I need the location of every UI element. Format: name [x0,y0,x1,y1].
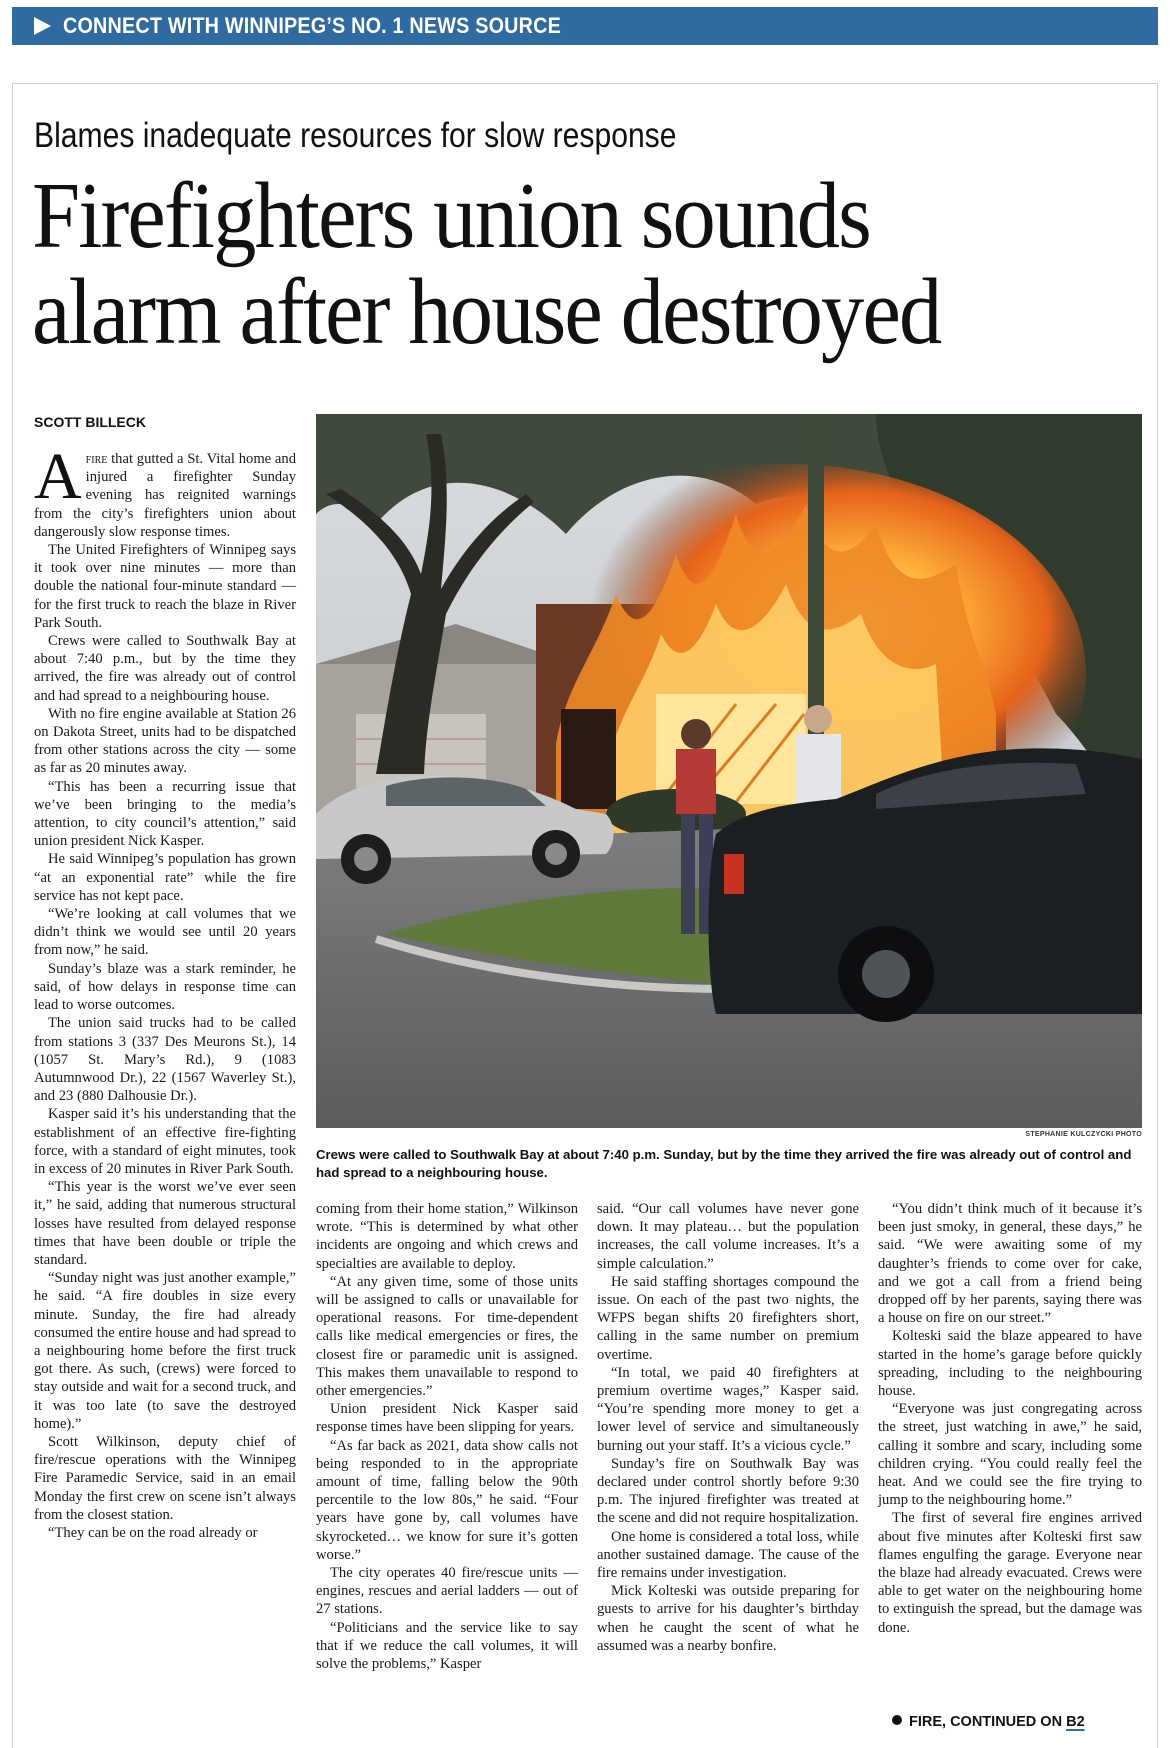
paragraph: The city operates 40 fire/rescue units — engines, rescues and aerial ladders — out of 27 stations. [316,1565,578,1618]
lead-smallcaps: fire [85,451,108,467]
paragraph: said. “Our call volumes have never gone down. It may plateau… but the population increases, the call volume increases. It’s a simple calculation.” [597,1201,859,1272]
paragraph: Crews were called to Southwalk Bay at about 7:40 p.m., but by the time they arrived, the fire was already out of control and had spread to a neighbouring house. [34,633,296,704]
paragraph: “In total, we paid 40 firefighters at premium overtime wages,” Kasper said. “You’re spending more money to get a lower level of service and simultaneously burning out your staff. It’s a vicious cycle.” [597,1364,859,1454]
paragraph: Sunday’s blaze was a stark reminder, he said, of how delays in response time can lead to worse outcomes. [34,960,296,1014]
photo-caption: Crews were called to Southwalk Bay at about 7:40 p.m. Sunday, but by the time they arrived the fire was already out of control and had spread to a neighbouring house. [316,1147,1132,1180]
paragraph: “This year is the worst we’ve ever seen it,” he said, adding that numerous structural losses have resulted from delayed response times that have been double or triple the standard. [34,1179,296,1268]
lead-text: that gutted a St. Vital home and injured a firefighter Sunday evening has reignited warnings from the city’s firefighters union about dangerously slow response times. [34,451,296,540]
headline-line-1: Firefighters union sounds [32,164,870,268]
paragraph: “We’re looking at call volumes that we didn’t think we would see until 20 years from now,” he said. [34,906,296,959]
paragraph: Kolteski said the blaze appeared to have started in the home’s garage before quickly spreading, including to the neighbouring house. [878,1328,1142,1400]
paragraph: “Sunday night was just another example,” he said. “A fire doubles in size every minute. Sunday, the fire had already consumed the entire house and had spread to a neighbouring home before the first truck got there. As such, (crews) were forced to stay outside and wait for a second truck, and it was too late (to save the destroyed home).” [34,1270,296,1432]
headline-line-2: alarm after house destroyed [32,260,941,364]
paragraph: “They can be on the road already or [48,1524,258,1541]
top-banner[interactable] [12,7,1158,45]
paragraph: Scott Wilkinson, deputy chief of fire/rescue operations with the Winnipeg Fire Paramedic Service, said in an email Monday the first crew on scene isn’t always from the closest station. [34,1433,296,1523]
banner-text[interactable]: CONNECT WITH WINNIPEG’S NO. 1 NEWS SOURCE [63,13,562,38]
paragraph: coming from their home station,” Wilkinson wrote. “This is determined by what other incidents are ongoing and which crews and specialties are available to deploy. [316,1201,578,1272]
column-4 [878,1200,1142,1637]
continued-text: FIRE, CONTINUED ON [909,1714,1067,1730]
play-arrow-icon [34,17,51,35]
paragraph: Mick Kolteski was outside preparing for guests to arrive for his daughter’s birthday when he caught the scent of what he assumed was a nearby bonfire. [597,1583,859,1654]
article-kicker: Blames inadequate resources for slow response [34,116,677,155]
fire-scene-illustration [316,414,1142,1128]
paragraph: Kasper said it’s his understanding that the establishment of an effective fire-fighting force, with a standard of eight minutes, took in excess of 20 minutes in River Park South. [34,1106,296,1177]
continued-link[interactable] [892,1714,1085,1730]
paragraph: The first of several fire engines arrived about five minutes after Kolteski first saw flames engulfing the garage. Everyone near the blaze had already evacuated. Crews were able to get water on the neighbouring home to extinguish the spread, but the damage was done. [878,1510,1142,1636]
paragraph: “As far back as 2021, data show calls not being responded to in the appropriate amount of time, falling below the 90th percentile to the low 80s,” he said. “Four years have gone by, call volumes have skyrocketed… we know for sure it’s gotten worse.” [316,1437,578,1563]
drop-cap: A [34,440,82,513]
paragraph: “You didn’t think much of it because it’s been just smoky, in general, these days,” he said. “We were awaiting some of my daughter’s friends to come over for cake, and we got a call from a friend being dropped off by her parents, saying there was a house on fire on our street.” [878,1201,1142,1327]
paragraph: Sunday’s fire on Southwalk Bay was declared under control shortly before 9:30 p.m. The injured firefighter was treated at the scene and did not require hospitalization. [597,1455,859,1527]
fire-photo [316,414,1142,1128]
paragraph: “Politicians and the service like to say that if we reduce the call volumes, it will solve the problems,” Kasper [316,1619,578,1673]
paragraph: “This has been a recurring issue that we’ve been bringing to the media’s attention, to city council’s attention,” said union president Nick Kasper. [34,778,296,850]
article-headline [32,164,1072,364]
column-1 [34,440,296,1542]
photo-credit: STEPHANIE KULCZYCKI PHOTO [1025,1131,1142,1138]
paragraph: One home is considered a total loss, while another sustained damage. The cause of the fire remains under investigation. [597,1528,859,1582]
lead-paragraph [34,440,296,541]
byline: SCOTT BILLECK [34,414,146,430]
paragraph: Union president Nick Kasper said response times have been slipping for years. [316,1401,578,1436]
paragraph: The United Firefighters of Winnipeg says it took over nine minutes — more than double the national four-minute standard — for the first truck to reach the blaze in River Park South. [34,542,296,631]
continued-page-link[interactable]: B2 [1066,1714,1085,1730]
paragraph: The union said trucks had to be called from stations 3 (337 Des Meurons St.), 14 (1057 St. Mary’s Rd.), 9 (1083 Autumnwood Dr.), 22 (1567 Waverley St.), and 23 (880 Dalhousie Dr.). [34,1015,296,1105]
column-2 [316,1200,578,1673]
bullet-icon [892,1715,902,1725]
paragraph: He said Winnipeg’s population has grown “at an exponential rate” while the fire service has not kept pace. [34,851,296,904]
paragraph: “Everyone was just congregating across the street, just watching in awe,” he said, calling it sombre and scary, including some children crying. “You could really feel the heat. And we could see the fire trying to jump to the neighbouring home.” [878,1401,1142,1509]
column-3 [597,1200,859,1655]
paragraph: With no fire engine available at Station 26 on Dakota Street, units had to be dispatched from other stations across the city — some as far as 20 minutes away. [34,705,296,777]
paragraph: “At any given time, some of those units will be assigned to calls or unavailable for operational reasons. For time-dependent calls like medical emergencies or fires, the closest fire or paramedic unit is assigned. This makes them unavailable to respond to other emergencies.” [316,1273,578,1400]
paragraph: He said staffing shortages compound the issue. On each of the past two nights, the WFPS began shifts 20 firefighters short, calling in the same number on premium overtime. [597,1273,859,1363]
